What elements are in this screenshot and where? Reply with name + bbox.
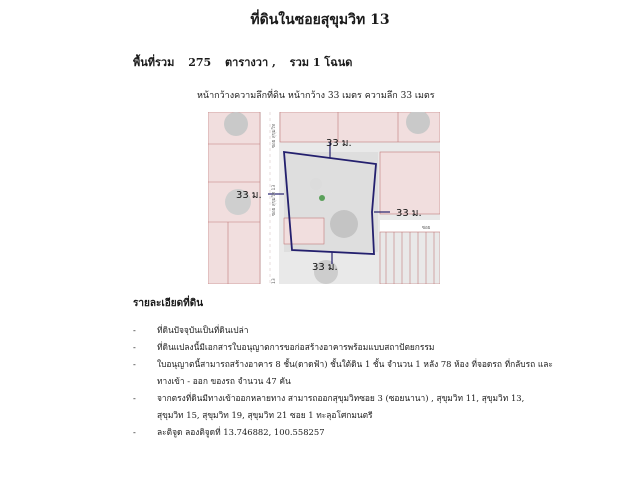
tree-icon	[224, 112, 248, 136]
side-label-top: 33 ม.	[326, 138, 352, 149]
coordinates-text: ละติจูด ลองติจูดที่ 13.746882, 100.558257	[157, 427, 325, 437]
list-item	[133, 390, 553, 424]
side-label-left: 33 ม.	[236, 190, 262, 201]
detail-text: ที่ดินแปลงนี้มีเอกสารใบอนุญาตการขอก่อสร้างอาคารพร้อมแบบสถาปัตยกรรม	[157, 342, 435, 352]
bullet: -	[133, 359, 136, 369]
list-item	[133, 339, 553, 356]
road-label-right: ซอย	[422, 226, 431, 231]
bullet: -	[133, 427, 136, 437]
detail-text: ใบอนุญาตนี้สามารถสร้างอาคาร 8 ชั้น(ดาดฟ้า) ชั้นใต้ดิน 1 ชั้น จำนวน 1 หลัง 78 ห้อง ที่จอดรถ ที่กลับรถ และทางเข้า - ออก ของรถ จำนวน 47 คัน	[157, 359, 553, 386]
location-pin-icon	[319, 195, 325, 201]
area-value: 275	[188, 56, 212, 69]
document-title: ที่ดินในซอยสุขุมวิท 13	[250, 12, 390, 28]
details-list	[133, 322, 553, 441]
land-plot-map[interactable]	[208, 112, 440, 284]
road-label-mid: ซอย สุขุมวิท 13	[272, 184, 277, 216]
side-label-bottom: 33 ม.	[312, 262, 338, 273]
right-block	[380, 152, 440, 214]
tree-icon	[330, 210, 358, 238]
area-line	[133, 53, 362, 71]
area-label: พื้นที่รวม	[133, 56, 175, 69]
detail-text: จากตรงที่ดินมีทางเข้าออกหลายทาง สามารถออกสุขุมวิทซอย 3 (ซอยนานา) , สุขุมวิท 11, สุขุมวิท 13, สุขุมวิท 15, สุขุมวิท 19, สุขุมวิท 21 ซอย 1 ทะลุอโศกมนตรี	[157, 393, 525, 420]
detail-text: ที่ดินปัจจุบันเป็นที่ดินเปล่า	[157, 325, 249, 335]
bullet: -	[133, 342, 136, 352]
list-item	[133, 424, 553, 441]
map-canvas	[208, 112, 440, 284]
dimensions-line: หน้ากว้างความลึกที่ดิน หน้ากว้าง 33 เมตร ความลึก 33 เมตร	[197, 91, 435, 101]
area-unit: ตารางวา ,	[225, 56, 276, 69]
side-label-right: 33 ม.	[396, 208, 422, 219]
bullet: -	[133, 325, 136, 335]
list-item	[133, 356, 553, 390]
section-title: รายละเอียดที่ดิน	[133, 298, 204, 309]
road-label-bottom: 13	[272, 278, 277, 284]
horizontal-road	[380, 220, 440, 232]
area-total: รวม 1 โฉนด	[289, 56, 353, 69]
bullet: -	[133, 393, 136, 403]
road-label-top: ซอย สุขุมวิท	[272, 123, 277, 148]
list-item	[133, 322, 553, 339]
